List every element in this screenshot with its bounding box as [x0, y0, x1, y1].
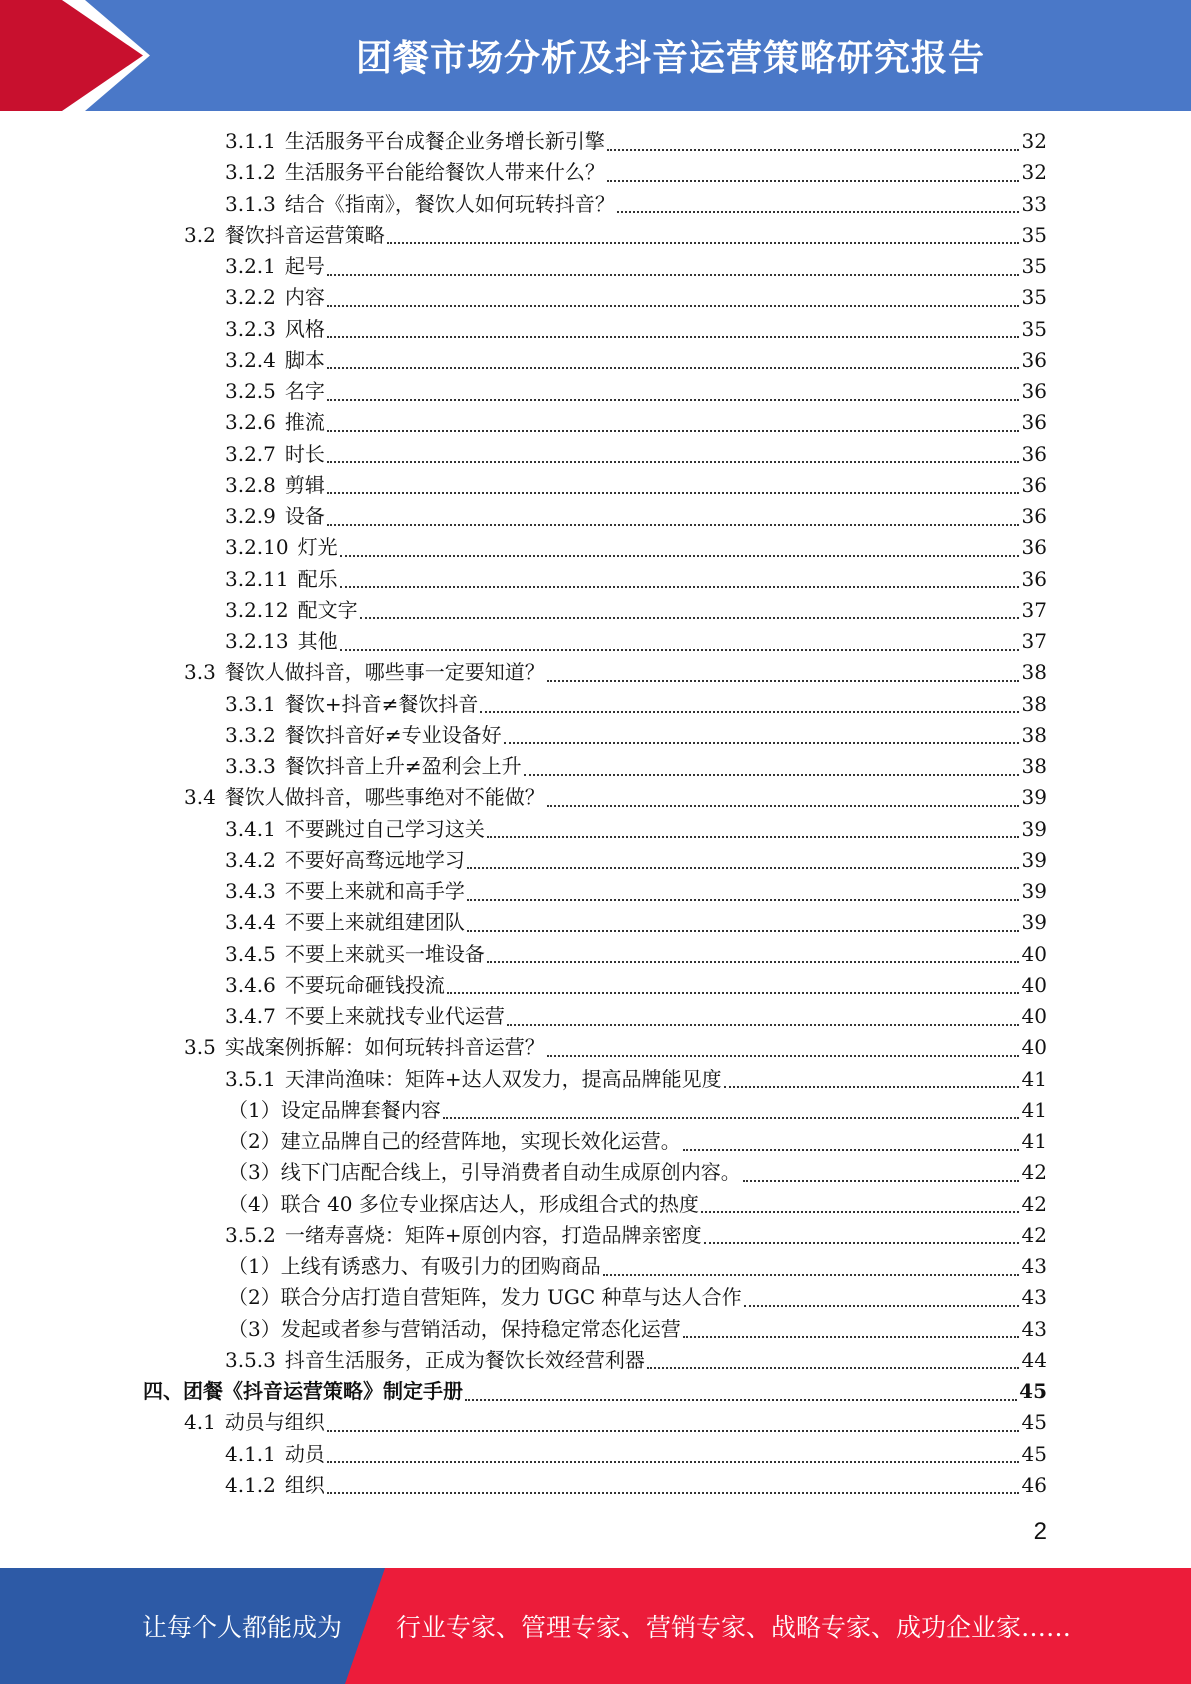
toc-entry-number: 3.2.8 [225, 472, 276, 497]
toc-dot-leader [743, 1180, 1019, 1182]
toc-entry-number: 3.2.5 [225, 379, 276, 403]
toc-entry-number: 3.2.1 [225, 254, 276, 278]
toc-entry-number: 3.2 [184, 222, 216, 247]
toc-entry-number: 3.2.13 [225, 629, 289, 653]
toc-entry-label: 餐饮抖音好≠专业设备好 [284, 722, 502, 747]
toc-entry-label: 不要好高骛远地学习 [284, 847, 465, 872]
toc-entry[interactable] [225, 626, 1047, 657]
toc-entry-label: 起号 [284, 254, 325, 278]
toc-entry[interactable] [225, 876, 1047, 907]
toc-entry-label: 抖音生活服务，正成为餐饮长效经营利器 [284, 1347, 645, 1372]
toc-entry[interactable] [225, 1345, 1047, 1376]
toc-entry-label: 餐饮抖音运营策略 [224, 222, 385, 247]
toc-entry-label: （2）联合分店打造自营矩阵，发力 UGC 种草与达人合作 [228, 1285, 742, 1310]
toc-entry-page: 38 [1021, 754, 1047, 778]
toc-entry-page: 37 [1021, 597, 1047, 622]
toc-entry-page: 36 [1021, 535, 1047, 560]
toc-dot-leader [327, 399, 1019, 401]
toc-dot-leader [547, 680, 1019, 682]
toc-dot-leader [524, 774, 1019, 776]
toc-entry[interactable] [225, 1064, 1047, 1095]
toc-dot-leader [487, 836, 1019, 838]
toc-entry[interactable] [225, 1439, 1047, 1470]
toc-dot-leader [504, 742, 1019, 744]
toc-entry[interactable] [228, 1282, 1047, 1313]
toc-dot-leader [360, 617, 1019, 619]
toc-entry-label: 风格 [284, 316, 325, 341]
toc-entry[interactable] [225, 1470, 1047, 1501]
page-header [0, 0, 1191, 111]
toc-entry-page: 40 [1021, 972, 1047, 997]
toc-entry-page: 43 [1021, 1285, 1047, 1310]
toc-entry[interactable] [228, 1251, 1047, 1282]
toc-entry[interactable] [225, 845, 1047, 876]
toc-entry-label: 组织 [284, 1472, 325, 1497]
toc-dot-leader [547, 1055, 1019, 1057]
toc-entry-label: 推流 [284, 410, 325, 435]
toc-dot-leader [487, 961, 1019, 963]
toc-entry[interactable] [228, 1095, 1047, 1126]
toc-dot-leader [744, 1305, 1019, 1307]
toc-dot-leader [340, 555, 1019, 557]
toc-entry[interactable] [184, 1032, 1047, 1063]
toc-entry-label: 天津尚渔味：矩阵+达人双发力，提高品牌能见度 [284, 1066, 722, 1091]
toc-dot-leader [507, 1024, 1019, 1026]
toc-entry-page: 40 [1021, 941, 1047, 966]
toc-dot-leader [327, 274, 1019, 276]
toc-entry[interactable] [225, 439, 1047, 470]
toc-entry-label: （2）建立品牌自己的经营阵地，实现长效化运营。 [228, 1129, 681, 1153]
toc-entry-page: 45 [1021, 1410, 1047, 1435]
toc-entry[interactable] [225, 345, 1047, 376]
toc-entry[interactable] [225, 595, 1047, 626]
toc-entry-number: 3.2.11 [225, 566, 289, 591]
toc-entry-label: 不要跳过自己学习这关 [284, 816, 485, 841]
toc-entry[interactable] [225, 907, 1047, 938]
page-footer [0, 1568, 1191, 1684]
toc-entry-number: 3.2.4 [225, 347, 276, 372]
toc-entry[interactable] [225, 751, 1047, 782]
toc-dot-leader [465, 1399, 1017, 1401]
toc-entry[interactable] [184, 220, 1047, 251]
page-number: 2 [1033, 1518, 1047, 1545]
toc-entry[interactable] [225, 1001, 1047, 1032]
toc-entry-label: 脚本 [284, 347, 325, 372]
toc-entry[interactable] [225, 251, 1047, 282]
toc-entry-label: 动员与组织 [224, 1410, 325, 1435]
toc-entry-number: 3.2.7 [225, 441, 276, 466]
toc-entry-number: 3.4.2 [225, 847, 276, 872]
toc-entry-page: 39 [1021, 847, 1047, 872]
toc-entry-number: 4.1 [184, 1410, 216, 1435]
toc-entry[interactable] [225, 1220, 1047, 1251]
toc-dot-leader [607, 180, 1019, 182]
footer-slogan-right: 行业专家、管理专家、营销专家、战略专家、成功企业家…… [396, 1613, 1072, 1642]
toc-dot-leader [327, 1492, 1019, 1494]
toc-entry-page: 36 [1021, 347, 1047, 372]
toc-entry-page: 35 [1021, 285, 1047, 310]
toc-dot-leader [327, 336, 1019, 338]
toc-entry-label: （1）上线有诱惑力、有吸引力的团购商品 [228, 1254, 601, 1278]
toc-entry-page: 36 [1021, 566, 1047, 591]
toc-entry-page: 33 [1021, 191, 1047, 216]
toc-entry-label: 餐饮+抖音≠餐饮抖音 [284, 691, 479, 716]
toc-entry-page: 35 [1021, 316, 1047, 341]
toc-entry-label: 灯光 [297, 535, 338, 560]
toc-entry-page: 39 [1021, 816, 1047, 841]
toc-entry-number: 3.1.3 [225, 191, 276, 216]
toc-entry[interactable] [225, 939, 1047, 970]
report-title: 团餐市场分析及抖音运营策略研究报告 [355, 38, 985, 79]
toc-entry[interactable] [225, 501, 1047, 532]
toc-entry-page: 39 [1021, 910, 1047, 935]
toc-entry-number: 3.4.3 [225, 879, 276, 903]
toc-entry[interactable] [143, 1376, 1047, 1407]
toc-entry-label: 剪辑 [284, 472, 325, 497]
toc-dot-leader [467, 930, 1019, 932]
toc-entry-page: 38 [1021, 660, 1047, 685]
toc-entry[interactable] [225, 689, 1047, 720]
toc-entry-page: 32 [1021, 129, 1047, 153]
toc-entry-page: 43 [1021, 1254, 1047, 1278]
toc-dot-leader [327, 461, 1019, 463]
toc-entry-page: 45 [1021, 1441, 1047, 1466]
toc-entry[interactable] [225, 189, 1047, 220]
toc-entry-page: 41 [1021, 1097, 1047, 1122]
toc-entry-number: 3.2.10 [225, 535, 289, 560]
toc-entry-page: 42 [1021, 1222, 1047, 1247]
toc-entry-label: （3）发起或者参与营销活动，保持稳定常态化运营 [228, 1316, 681, 1341]
toc-dot-leader [327, 492, 1019, 494]
toc-entry[interactable] [225, 282, 1047, 313]
toc-entry[interactable] [225, 564, 1047, 595]
toc-entry-label: 动员 [284, 1441, 325, 1466]
toc-entry-label: 不要上来就找专业代运营 [284, 1004, 505, 1028]
toc-entry-label: （3）线下门店配合线上，引导消费者自动生成原创内容。 [228, 1160, 741, 1185]
toc-dot-leader [387, 242, 1019, 244]
toc-dot-leader [647, 1367, 1019, 1369]
toc-entry[interactable] [225, 532, 1047, 563]
toc-entry[interactable] [225, 314, 1047, 345]
toc-entry-label: 不要玩命砸钱投流 [284, 972, 445, 997]
toc-entry-number: 3.4.5 [225, 941, 276, 966]
toc-dot-leader [327, 524, 1019, 526]
toc-entry-number: 3.3.2 [225, 722, 276, 747]
toc-entry-label: 配乐 [297, 566, 338, 591]
toc-dot-leader [327, 1461, 1019, 1463]
toc-entry-label: 其他 [297, 629, 338, 653]
toc-entry-number: 4.1.1 [225, 1441, 276, 1466]
toc-entry-label: 不要上来就组建团队 [284, 910, 465, 935]
toc-dot-leader [607, 149, 1019, 151]
toc-entry-number: 3.4.4 [225, 910, 276, 935]
toc-entry-number: 3.5.1 [225, 1066, 276, 1091]
toc-entry[interactable] [184, 657, 1047, 688]
toc-entry[interactable] [225, 376, 1047, 407]
toc-entry-page: 43 [1021, 1316, 1047, 1341]
toc-entry-page: 36 [1021, 410, 1047, 435]
toc-dot-leader [724, 1086, 1019, 1088]
toc-entry[interactable] [228, 1157, 1047, 1188]
toc-dot-leader [603, 1274, 1019, 1276]
toc-entry[interactable] [225, 970, 1047, 1001]
toc-entry-number: 3.2.3 [225, 316, 276, 341]
toc-entry-label: 四、团餐《抖音运营策略》制定手册 [143, 1379, 463, 1403]
red-chevron-decoration [0, 0, 160, 111]
toc-entry-page: 35 [1021, 254, 1047, 278]
toc-entry-number: 3.5.2 [225, 1222, 276, 1247]
toc-dot-leader [447, 992, 1019, 994]
toc-entry-page: 36 [1021, 472, 1047, 497]
toc-entry[interactable] [225, 157, 1047, 188]
toc-entry-page: 40 [1021, 1004, 1047, 1028]
toc-entry-page: 41 [1021, 1066, 1047, 1091]
toc-entry[interactable] [184, 782, 1047, 813]
toc-dot-leader [327, 367, 1019, 369]
toc-dot-leader [480, 711, 1019, 713]
toc-entry-label: 时长 [284, 441, 325, 466]
toc-entry[interactable] [228, 1126, 1047, 1157]
toc-entry-number: 3.4.6 [225, 972, 276, 997]
toc-entry-page: 35 [1021, 222, 1047, 247]
toc-dot-leader [701, 1211, 1019, 1213]
toc-dot-leader [704, 1242, 1019, 1244]
toc-entry[interactable] [225, 720, 1047, 751]
toc-entry-label: 餐饮人做抖音，哪些事绝对不能做？ [224, 785, 545, 810]
toc-entry[interactable] [225, 470, 1047, 501]
toc-entry-label: 实战案例拆解：如何玩转抖音运营？ [224, 1035, 545, 1060]
toc-entry-label: 生活服务平台成餐企业务增长新引擎 [284, 129, 605, 153]
toc-entry-number: 3.2.12 [225, 597, 289, 622]
toc-entry-number: 3.2.9 [225, 504, 276, 528]
toc-entry[interactable] [225, 407, 1047, 438]
toc-entry-page: 32 [1021, 160, 1047, 185]
toc-entry[interactable] [228, 1314, 1047, 1345]
toc-entry-page: 39 [1021, 879, 1047, 903]
toc-entry-page: 36 [1021, 441, 1047, 466]
toc-entry-label: 名字 [284, 379, 325, 403]
toc-dot-leader [340, 586, 1019, 588]
toc-entry-label: 配文字 [297, 597, 358, 622]
toc-entry-number: 3.3.3 [225, 754, 276, 778]
toc-entry-number: 3.4.1 [225, 816, 276, 841]
toc-dot-leader [617, 211, 1019, 213]
toc-entry-page: 44 [1021, 1347, 1047, 1372]
toc-dot-leader [467, 867, 1019, 869]
toc-entry-page: 40 [1021, 1035, 1047, 1060]
toc-dot-leader [683, 1336, 1019, 1338]
toc-entry[interactable] [184, 1407, 1047, 1438]
toc-entry-label: 一绪寿喜烧：矩阵+原创内容，打造品牌亲密度 [284, 1222, 702, 1247]
toc-dot-leader [327, 305, 1019, 307]
toc-entry-label: 设备 [284, 504, 325, 528]
toc-entry-number: 3.2.2 [225, 285, 276, 310]
toc-entry-number: 4.1.2 [225, 1472, 276, 1497]
toc-dot-leader [327, 430, 1019, 432]
toc-entry-number: 3.4.7 [225, 1004, 276, 1028]
toc-entry-label: 结合《指南》，餐饮人如何玩转抖音？ [284, 191, 615, 216]
toc-entry-page: 45 [1019, 1379, 1047, 1403]
toc-entry-number: 3.1.1 [225, 129, 276, 153]
toc-entry-label: （4）联合 40 多位专业探店达人，形成组合式的热度 [228, 1191, 699, 1216]
toc-entry-number: 3.3.1 [225, 691, 276, 716]
toc-entry-label: 生活服务平台能给餐饮人带来什么？ [284, 160, 605, 185]
toc-entry-label: （1）设定品牌套餐内容 [228, 1097, 441, 1122]
toc-entry[interactable] [225, 126, 1047, 157]
toc-entry-number: 3.1.2 [225, 160, 276, 185]
toc-entry-page: 42 [1021, 1160, 1047, 1185]
toc-entry-page: 38 [1021, 722, 1047, 747]
toc-entry-label: 不要上来就买一堆设备 [284, 941, 485, 966]
toc-entry-label: 不要上来就和高手学 [284, 879, 465, 903]
toc-entry-label: 内容 [284, 285, 325, 310]
toc-entry-number: 3.5 [184, 1035, 216, 1060]
toc-entry-number: 3.5.3 [225, 1347, 276, 1372]
toc-entry-page: 46 [1021, 1472, 1047, 1497]
toc-entry-page: 42 [1021, 1191, 1047, 1216]
toc-entry-page: 38 [1021, 691, 1047, 716]
toc-dot-leader [547, 805, 1019, 807]
toc-entry-label: 餐饮人做抖音，哪些事一定要知道？ [224, 660, 545, 685]
toc-dot-leader [443, 1117, 1019, 1119]
toc-dot-leader [683, 1149, 1019, 1151]
toc-entry-page: 36 [1021, 379, 1047, 403]
toc-entry-page: 36 [1021, 504, 1047, 528]
toc-entry-number: 3.4 [184, 785, 216, 810]
toc-entry-page: 39 [1021, 785, 1047, 810]
toc-entry-label: 餐饮抖音上升≠盈利会上升 [284, 754, 522, 778]
toc-entry[interactable] [225, 814, 1047, 845]
toc-entry-page: 37 [1021, 629, 1047, 653]
toc-entry[interactable] [228, 1189, 1047, 1220]
footer-slogan-left: 让每个人都能成为 [142, 1613, 343, 1642]
toc-dot-leader [467, 899, 1019, 901]
toc-dot-leader [327, 1430, 1019, 1432]
toc-entry-number: 3.3 [184, 660, 216, 685]
toc-entry-page: 41 [1021, 1129, 1047, 1153]
toc-dot-leader [340, 649, 1019, 651]
toc-entry-number: 3.2.6 [225, 410, 276, 435]
